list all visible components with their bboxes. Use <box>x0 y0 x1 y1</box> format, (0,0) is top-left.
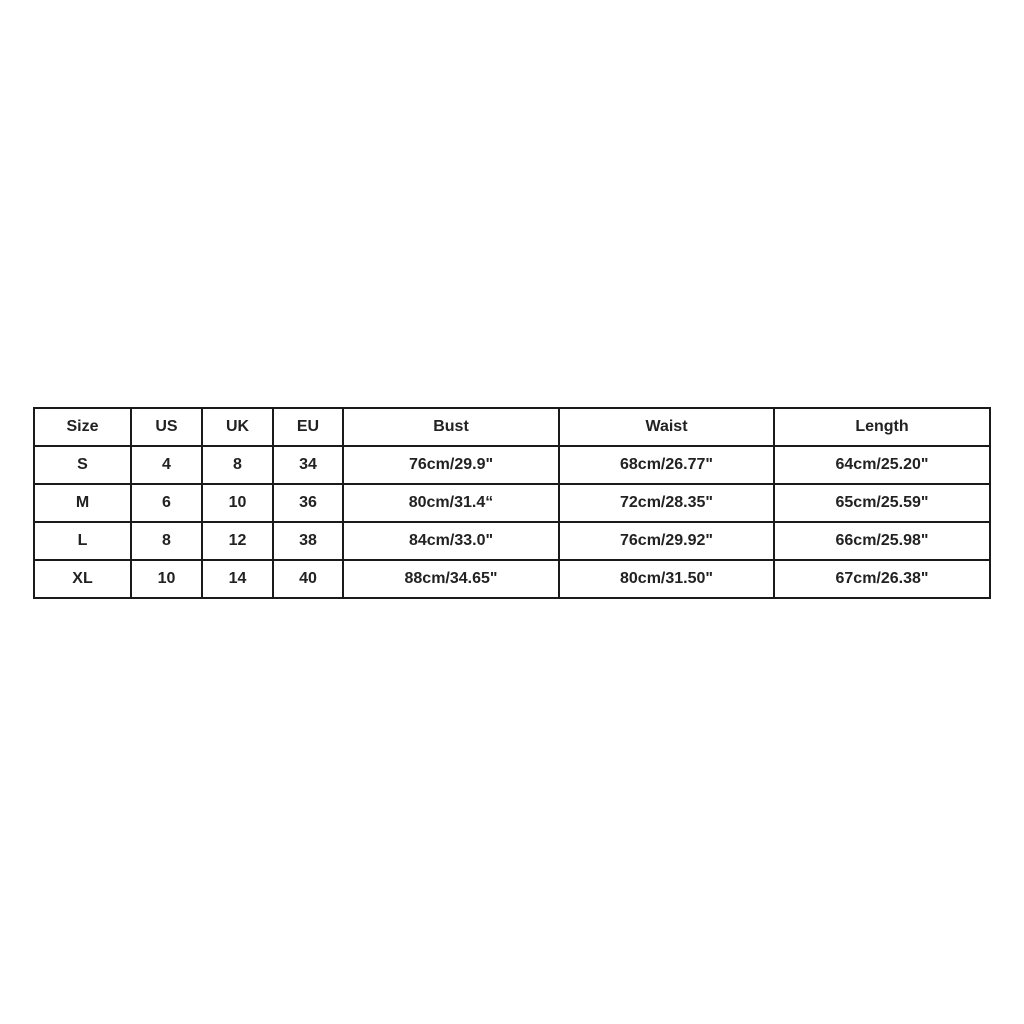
cell-uk: 14 <box>202 560 273 598</box>
header-uk: UK <box>202 408 273 446</box>
cell-uk: 12 <box>202 522 273 560</box>
cell-waist: 76cm/29.92" <box>559 522 774 560</box>
cell-length: 64cm/25.20" <box>774 446 990 484</box>
header-length: Length <box>774 408 990 446</box>
cell-size: M <box>34 484 131 522</box>
cell-length: 65cm/25.59" <box>774 484 990 522</box>
cell-size: S <box>34 446 131 484</box>
cell-us: 8 <box>131 522 202 560</box>
cell-eu: 34 <box>273 446 343 484</box>
size-chart-table <box>33 407 991 599</box>
cell-bust: 76cm/29.9" <box>343 446 559 484</box>
header-waist: Waist <box>559 408 774 446</box>
header-row <box>34 408 990 446</box>
cell-us: 10 <box>131 560 202 598</box>
table-row <box>34 560 990 598</box>
table-row <box>34 522 990 560</box>
header-bust: Bust <box>343 408 559 446</box>
cell-us: 4 <box>131 446 202 484</box>
cell-waist: 72cm/28.35" <box>559 484 774 522</box>
cell-eu: 40 <box>273 560 343 598</box>
cell-eu: 38 <box>273 522 343 560</box>
cell-size: XL <box>34 560 131 598</box>
cell-bust: 80cm/31.4“ <box>343 484 559 522</box>
header-size: Size <box>34 408 131 446</box>
cell-bust: 84cm/33.0" <box>343 522 559 560</box>
cell-waist: 68cm/26.77" <box>559 446 774 484</box>
cell-size: L <box>34 522 131 560</box>
cell-length: 67cm/26.38" <box>774 560 990 598</box>
table-row <box>34 446 990 484</box>
cell-bust: 88cm/34.65" <box>343 560 559 598</box>
cell-uk: 10 <box>202 484 273 522</box>
cell-eu: 36 <box>273 484 343 522</box>
table-row <box>34 484 990 522</box>
header-us: US <box>131 408 202 446</box>
cell-waist: 80cm/31.50" <box>559 560 774 598</box>
cell-length: 66cm/25.98" <box>774 522 990 560</box>
header-eu: EU <box>273 408 343 446</box>
cell-us: 6 <box>131 484 202 522</box>
cell-uk: 8 <box>202 446 273 484</box>
